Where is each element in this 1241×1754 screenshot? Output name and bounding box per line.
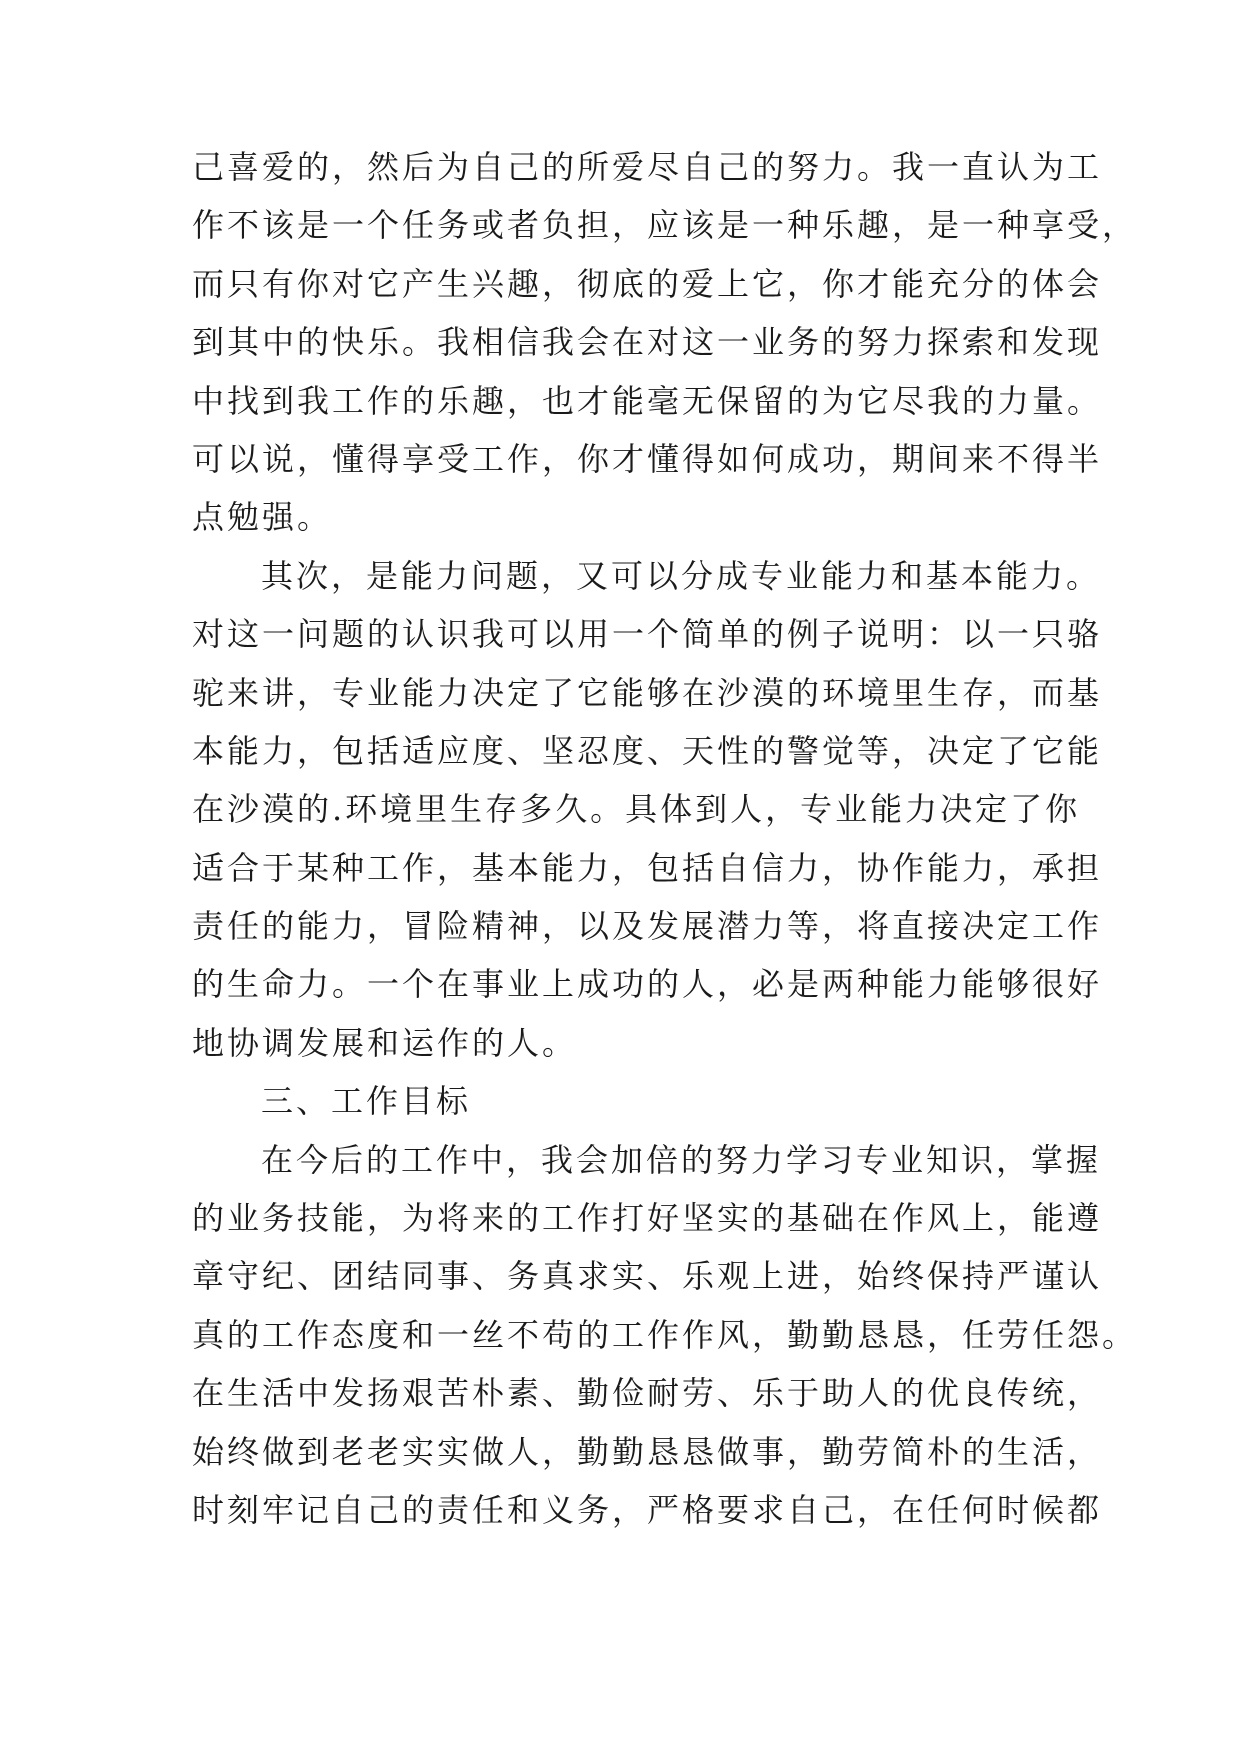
text-line: 的业务技能，为将来的工作打好坚实的基础在作风上，能遵	[192, 1199, 1103, 1238]
text-line: 真的工作态度和一丝不苟的工作作风，勤勤恳恳，任劳任怨。	[192, 1315, 1138, 1354]
text-line: 而只有你对它产生兴趣，彻底的爱上它，你才能充分的体会	[192, 264, 1103, 303]
text-line: 中找到我工作的乐趣，也才能毫无保留的为它尽我的力量。	[192, 381, 1103, 420]
text-line: 在沙漠的.环境里生存多久。具体到人，专业能力决定了你	[192, 790, 1081, 829]
text-line: 责任的能力，冒险精神，以及发展潜力等，将直接决定工作	[192, 907, 1103, 946]
text-line: 章守纪、团结同事、务真求实、乐观上进，始终保持严谨认	[192, 1257, 1103, 1296]
text-line: 到其中的快乐。我相信我会在对这一业务的努力探索和发现	[192, 323, 1103, 362]
paragraph-first-line: 三、工作目标	[261, 1082, 472, 1121]
text-line: 对这一问题的认识我可以用一个简单的例子说明：以一只骆	[192, 615, 1103, 654]
text-line: 本能力，包括适应度、坚忍度、天性的警觉等，决定了它能	[192, 731, 1103, 770]
text-line: 在生活中发扬艰苦朴素、勤俭耐劳、乐于助人的优良传统，	[192, 1374, 1103, 1413]
text-line: 己喜爱的，然后为自己的所爱尽自己的努力。我一直认为工	[192, 148, 1103, 186]
text-line: 始终做到老老实实做人，勤勤恳恳做事，勤劳简朴的生活，	[192, 1432, 1103, 1471]
text-line: 时刻牢记自己的责任和义务，严格要求自己，在任何时候都	[192, 1490, 1103, 1529]
text-line: 适合于某种工作，基本能力，包括自信力，协作能力，承担	[192, 848, 1103, 887]
paragraph-first-line: 在今后的工作中，我会加倍的努力学习专业知识，掌握	[261, 1140, 1102, 1179]
body-text	[192, 138, 1138, 1539]
text-line: 的生命力。一个在事业上成功的人，必是两种能力能够很好	[192, 965, 1103, 1004]
text-line: 作不该是一个任务或者负担，应该是一种乐趣，是一种享受，	[192, 206, 1138, 245]
text-line: 地协调发展和运作的人。	[192, 1023, 578, 1062]
text-line: 驼来讲，专业能力决定了它能够在沙漠的环境里生存，而基	[192, 673, 1103, 712]
text-line: 可以说，懂得享受工作，你才懂得如何成功，期间来不得半	[192, 439, 1103, 478]
text-line: 点勉强。	[192, 498, 333, 537]
paragraph-first-line: 其次，是能力问题，又可以分成专业能力和基本能力。	[261, 556, 1102, 595]
